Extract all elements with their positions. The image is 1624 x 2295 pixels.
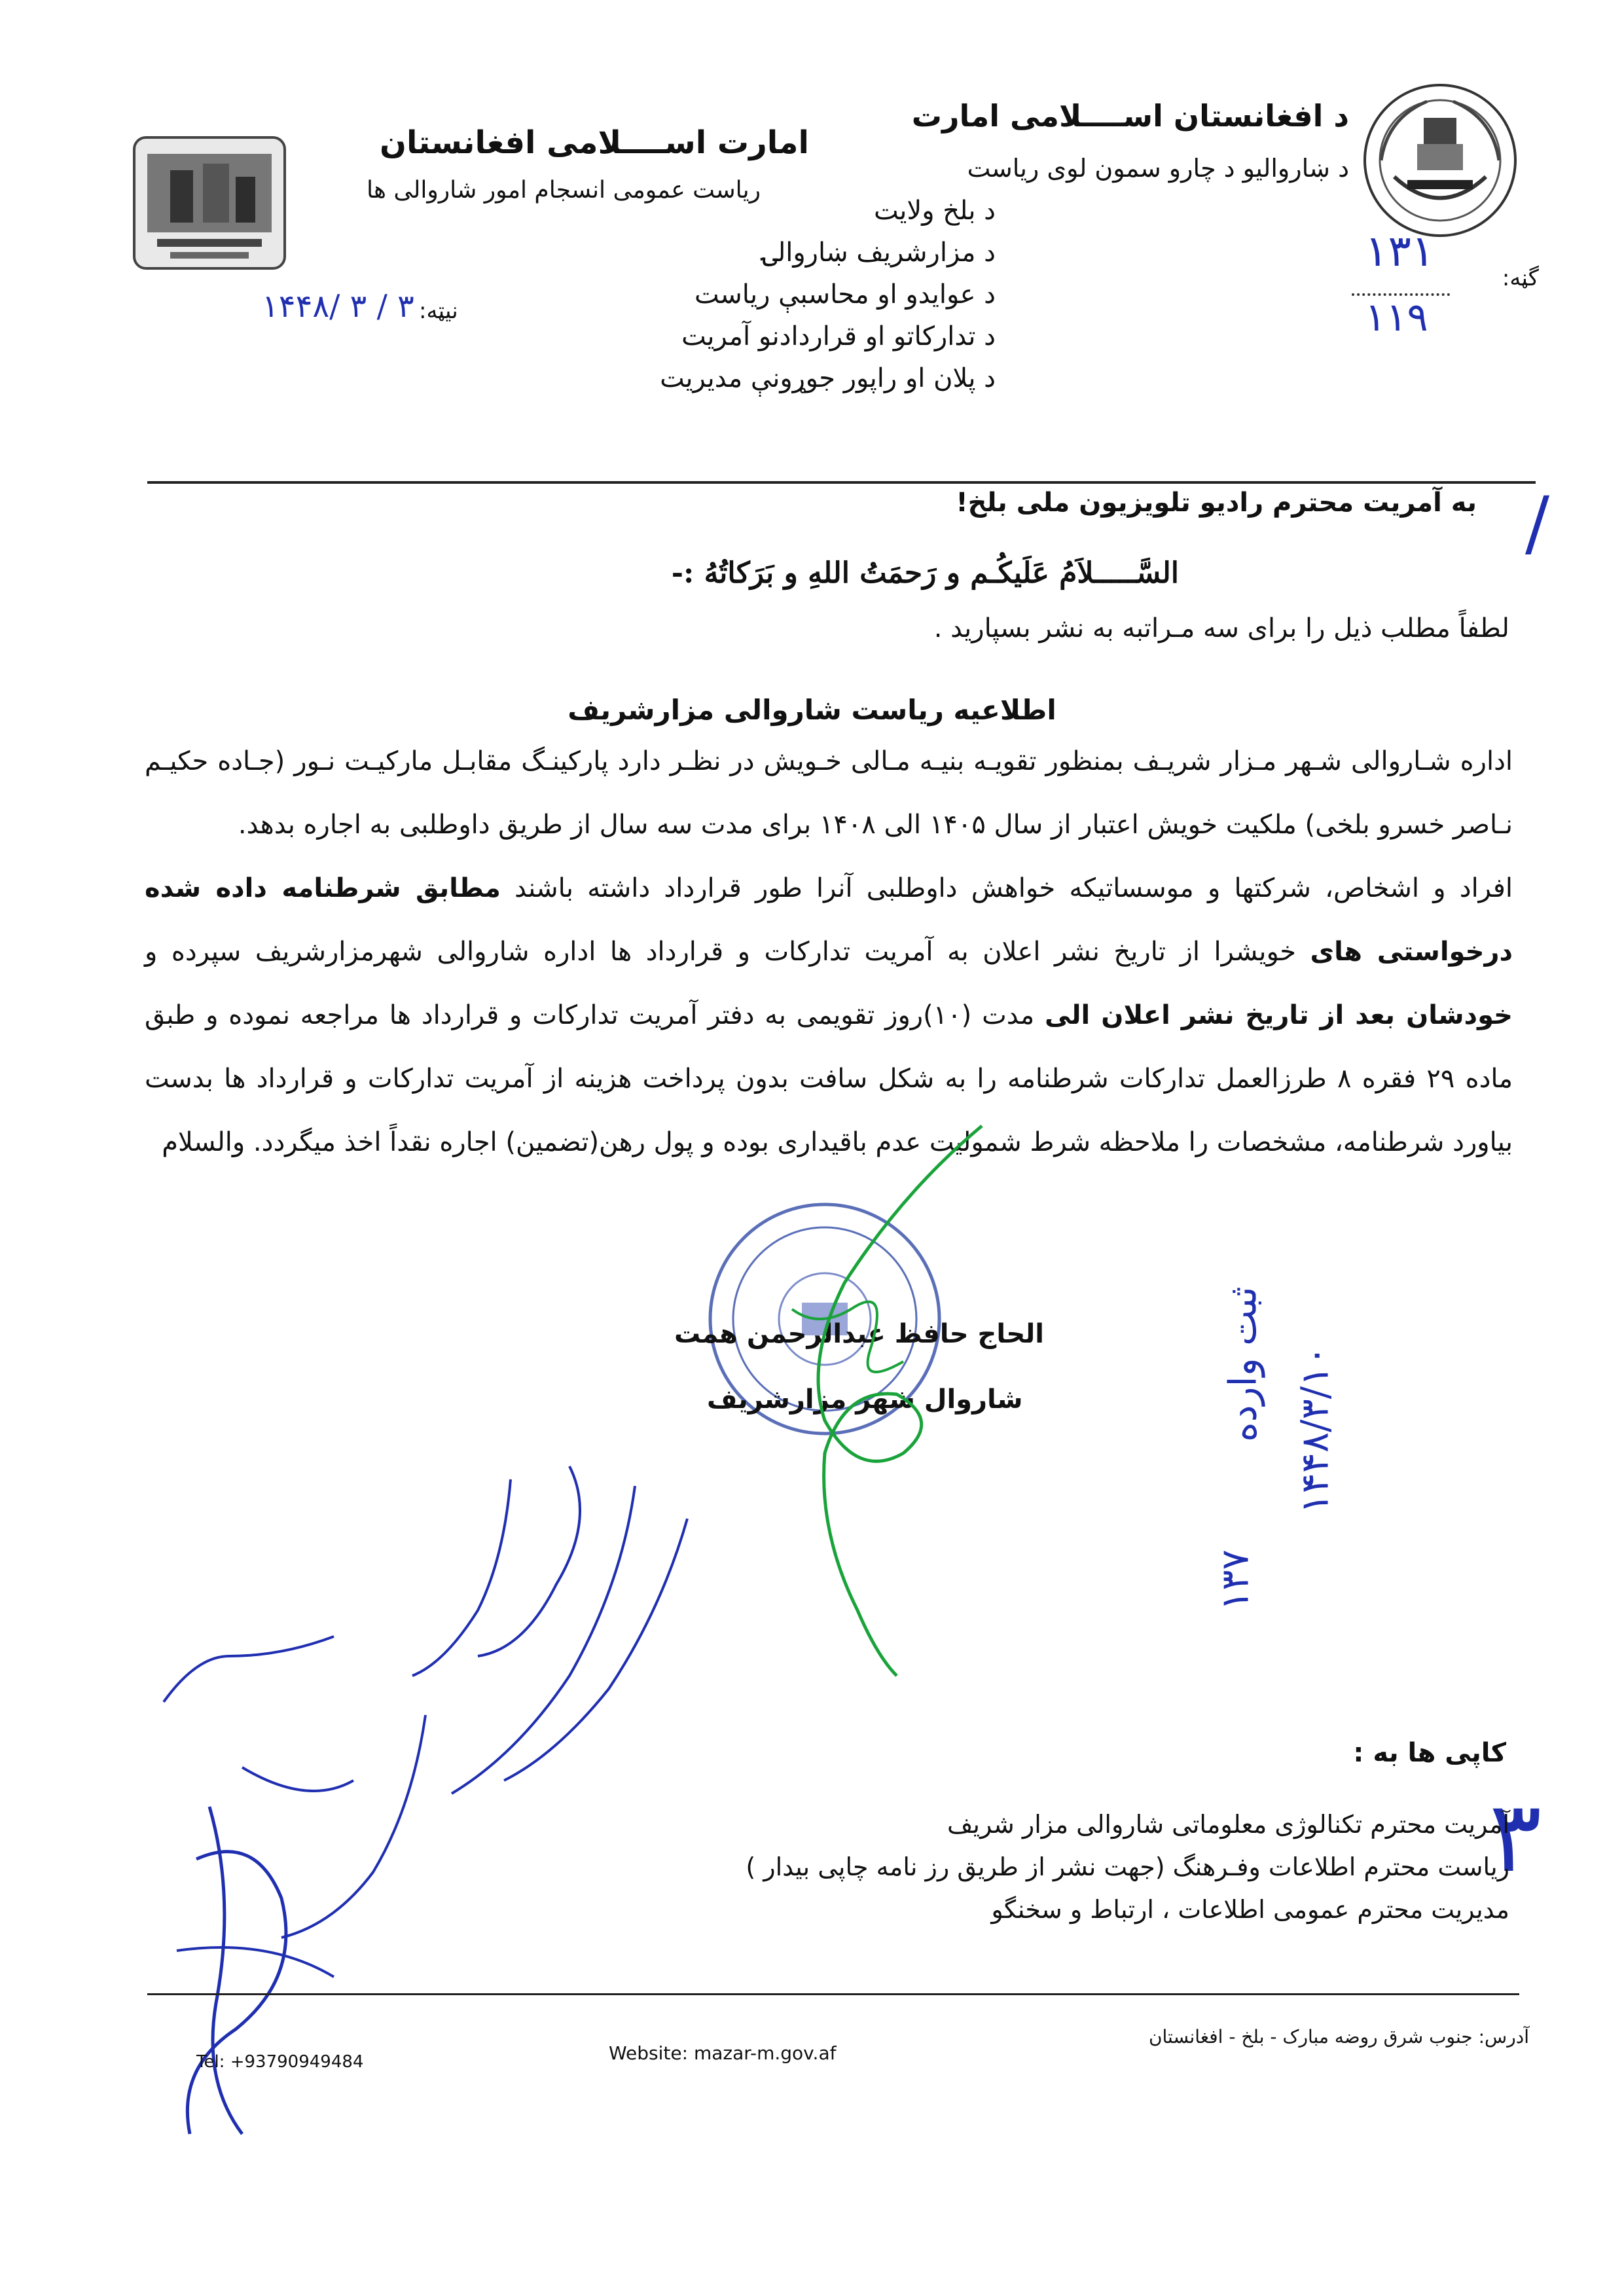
- handwritten-registration: [1212, 1191, 1460, 1728]
- letter-addressee: به آمریت محترم رادیو تلویزیون ملی بلخ!: [956, 488, 1477, 518]
- footer-phone: Tel: +93790949484: [196, 2052, 364, 2072]
- copy-recipient: مدیریت محترم عمومی اطلاعات ، ارتباط و سخنگو: [991, 1895, 1509, 1924]
- copies-label: کاپی ها به :: [1353, 1738, 1506, 1768]
- addressee-line: د تدارکاتو او قراردادنو آمریت: [681, 321, 996, 352]
- notice-paragraph-2: افراد و اشخاص، شرکتها و موسساتیکه خواهش داوطلبی آنرا طور قرارداد داشته باشند مطابق شرطنامه داده شده درخواستی های خویشرا از تاریخ نشر اعلان به آمریت تدارکات و قرارداد ها اداره شاروالی شهرمزارشریف سپرده و خودشان بعد از تاریخ نشر اعلان الی مدت (۱۰)روز تقویمی به دفتر آمریت تدارکات و قرارداد ها مراجعه نموده و طبق ماده ۲۹ فقره ۸ طرزالعمل تدارکات شرطنامه را به شکل سافت بدون پرداخت هزینه از آمریت تدارکات و قرارداد ها بدست بیاورد شرطنامه، مشخصات را ملاحظه شرط شمولیت عدم باقیداری بوده و پول رهن(تضمین) اجاره نقداً اخذ میگردد. والسلام: [145, 873, 1513, 1157]
- green-signature: [746, 1113, 1047, 1689]
- handwritten-registration-date: ۱۴۴۸/۳/۱۰: [1292, 1345, 1337, 1514]
- date-label: نیټه:: [419, 298, 458, 324]
- number-label: گڼه:: [1502, 265, 1539, 291]
- letter-salutation: السَّـــــلاَمُ عَلَیکُـم و رَحمَتُ اللهِ و بَرَکاتُهُ :-: [671, 556, 1179, 590]
- handwritten-copy-count: ۳: [1489, 1780, 1542, 1894]
- municipality-logo: [131, 134, 288, 272]
- footer-divider: [147, 1993, 1519, 1995]
- handwritten-margin-mark: /: [1525, 481, 1550, 565]
- handwritten-registration-number: ۱۳۷: [1212, 1549, 1257, 1611]
- footer-address: آدرس: جنوب شرق روضه مبارک - بلخ - افغانستان: [1148, 2026, 1529, 2048]
- handwritten-number-bottom: ۱۱۹: [1365, 295, 1428, 340]
- date-value: ۱۴۴۸/ ۳ / ۳: [262, 288, 414, 325]
- addressee-line: د پلان او راپور جوړونې مدیریت: [660, 363, 996, 393]
- emirate-emblem: [1355, 79, 1525, 242]
- signer-title: شاروال شهر مزارشریف: [707, 1384, 1023, 1415]
- farsi-header-title: امارت اســــلامی افغانستان: [380, 124, 809, 161]
- header-divider: [147, 481, 1536, 484]
- notice-paragraph-1: اداره شـاروالی شـهر مـزار شریـف بمنظور تقویـه بنیـه مـالی خـویش در نظـر دارد پارکینـگ مقابـل مارکیـت نـور (جـاده حکیـم نـاصر خسرو بلخی) ملکیت خویش اعتبار از سال ۱۴۰۵ الی ۱۴۰۸ برای مدت سه سال از طریق داوطلبی به اجاره بدهد.: [145, 746, 1513, 840]
- copies-list: [746, 1803, 1509, 1931]
- handwritten-number-top: ۱۳۱: [1365, 226, 1435, 276]
- addressee-list: [660, 190, 996, 399]
- farsi-header-subtitle: ریاست عمومی انسجام امور شاروالی ها: [367, 177, 761, 204]
- notice-title: اطلاعیه ریاست شاروالی مزارشریف: [568, 694, 1056, 726]
- pashto-header-title: د افغانستان اســــلامی امارت: [911, 98, 1349, 134]
- handwritten-registration-label: ثبت وارده: [1220, 1286, 1265, 1442]
- letter-request: لطفاً مطلب ذیل را برای سه مـراتبه به نشر بسپارید .: [933, 613, 1509, 643]
- copy-recipient: ریاست محترم اطلاعات وفـرهنگ (جهت نشر از طریق رز نامه چاپی بیدار ): [746, 1852, 1509, 1881]
- addressee-line: د عوایدو او محاسبې ریاست: [695, 280, 996, 310]
- copy-recipient: آمریت محترم تکنالوژی معلوماتی شاروالی مزار شریف: [947, 1810, 1509, 1839]
- signer-name: الحاج حافظ عبدالرحمن همت: [674, 1319, 1044, 1349]
- pashto-header-subtitle: د ښاروالیو د چارو سمون لوی ریاست: [967, 154, 1349, 183]
- notice-body: [145, 730, 1513, 1174]
- addressee-line: د بلخ ولایت: [874, 196, 996, 226]
- footer-website: Website: mazar-m.gov.af: [609, 2042, 837, 2064]
- addressee-line: د مزارشریف ښاروالۍ: [762, 238, 996, 268]
